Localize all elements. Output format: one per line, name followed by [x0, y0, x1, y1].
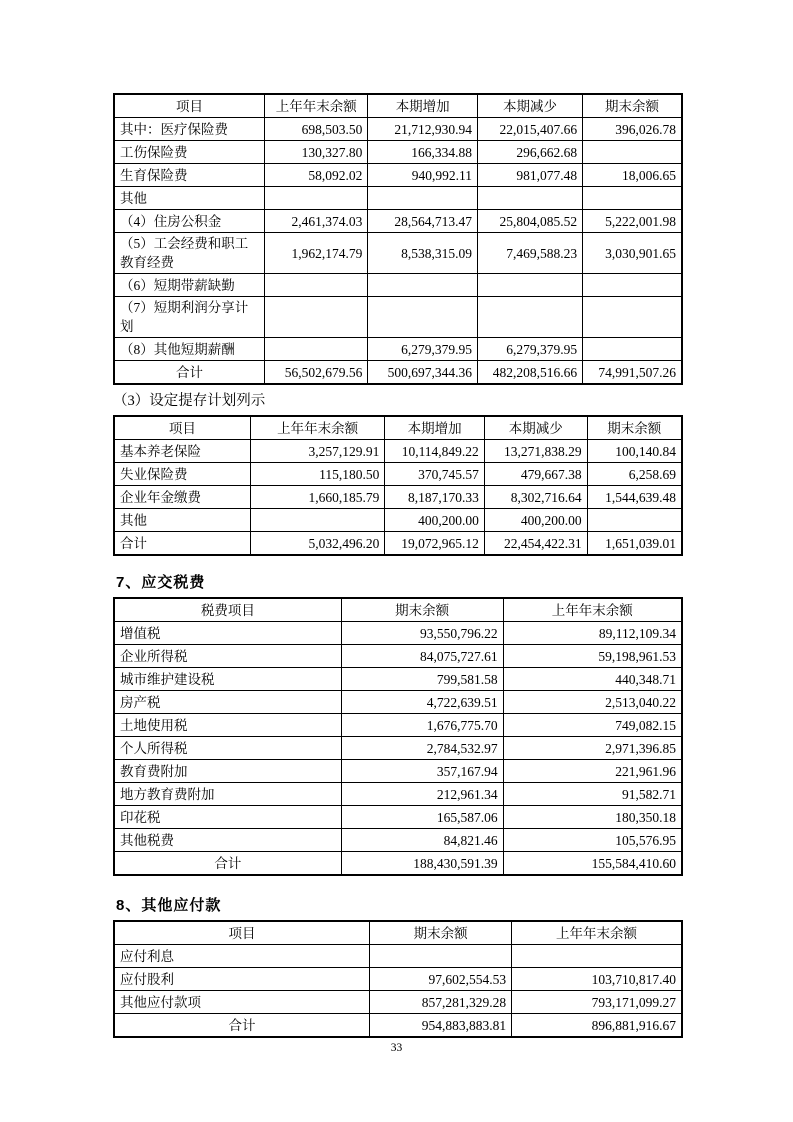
cell-value: 166,334.88: [368, 141, 478, 164]
cell-value: 3,257,129.91: [250, 440, 385, 463]
cell-value: [478, 187, 583, 210]
total-row: [114, 852, 682, 876]
table-row: [114, 691, 682, 714]
total-row: [114, 1014, 682, 1038]
row-label: 教育费附加: [114, 760, 341, 783]
row-label: 增值税: [114, 622, 341, 645]
row-label: 房产税: [114, 691, 341, 714]
cell-value: 188,430,591.39: [341, 852, 503, 876]
cell-value: [370, 945, 512, 968]
row-label: 其他应付款项: [114, 991, 370, 1014]
row-label: 城市维护建设税: [114, 668, 341, 691]
row-label: 基本养老保险: [114, 440, 250, 463]
cell-value: 1,962,174.79: [265, 233, 368, 274]
cell-value: [512, 945, 682, 968]
cell-value: [368, 297, 478, 338]
cell-value: [583, 141, 682, 164]
cell-value: 482,208,516.66: [478, 361, 583, 385]
column-header: 本期增加: [368, 94, 478, 118]
column-header: 项目: [114, 94, 265, 118]
taxes-payable-heading: 7、应交税费: [116, 574, 206, 591]
column-header: 上年年末余额: [512, 921, 682, 945]
row-label: 其他: [114, 509, 250, 532]
cell-value: 370,745.57: [385, 463, 484, 486]
table-row: [114, 829, 682, 852]
cell-value: 2,513,040.22: [503, 691, 682, 714]
cell-value: 25,804,085.52: [478, 210, 583, 233]
cell-value: 5,222,001.98: [583, 210, 682, 233]
cell-value: 91,582.71: [503, 783, 682, 806]
cell-value: 18,006.65: [583, 164, 682, 187]
column-header: 期末余额: [583, 94, 682, 118]
cell-value: 56,502,679.56: [265, 361, 368, 385]
cell-value: 396,026.78: [583, 118, 682, 141]
taxes-payable-table: [113, 597, 683, 876]
cell-value: 22,454,422.31: [484, 532, 587, 556]
cell-value: 84,821.46: [341, 829, 503, 852]
cell-value: 130,327.80: [265, 141, 368, 164]
table-row: [114, 187, 682, 210]
cell-value: 5,032,496.20: [250, 532, 385, 556]
column-header: 上年年末余额: [265, 94, 368, 118]
cell-value: 749,082.15: [503, 714, 682, 737]
total-row: [114, 532, 682, 556]
cell-value: 4,722,639.51: [341, 691, 503, 714]
table-row: [114, 668, 682, 691]
cell-value: 799,581.58: [341, 668, 503, 691]
cell-value: 165,587.06: [341, 806, 503, 829]
row-label: 生育保险费: [114, 164, 265, 187]
cell-value: 357,167.94: [341, 760, 503, 783]
row-label: 合计: [114, 1014, 370, 1038]
column-header: 本期减少: [484, 416, 587, 440]
row-label: （6）短期带薪缺勤: [114, 274, 265, 297]
cell-value: [583, 274, 682, 297]
table-row: [114, 463, 682, 486]
column-header: 期末余额: [370, 921, 512, 945]
table-row: [114, 338, 682, 361]
row-label: 个人所得税: [114, 737, 341, 760]
employee-compensation-table: [113, 93, 683, 385]
cell-value: 1,544,639.48: [587, 486, 682, 509]
row-label: 土地使用税: [114, 714, 341, 737]
cell-value: 115,180.50: [250, 463, 385, 486]
row-label: （4）住房公积金: [114, 210, 265, 233]
page-number: 33: [390, 1042, 403, 1054]
cell-value: 180,350.18: [503, 806, 682, 829]
cell-value: 74,991,507.26: [583, 361, 682, 385]
cell-value: 22,015,407.66: [478, 118, 583, 141]
table-row: [114, 714, 682, 737]
table-row: [114, 274, 682, 297]
cell-value: [583, 187, 682, 210]
cell-value: [583, 338, 682, 361]
cell-value: 10,114,849.22: [385, 440, 484, 463]
table-header-row: [114, 94, 682, 118]
row-label: 地方教育费附加: [114, 783, 341, 806]
cell-value: 440,348.71: [503, 668, 682, 691]
cell-value: [250, 509, 385, 532]
table-row: [114, 806, 682, 829]
cell-value: 793,171,099.27: [512, 991, 682, 1014]
row-label: 其中：医疗保险费: [114, 118, 265, 141]
column-header: 本期增加: [385, 416, 484, 440]
column-header: 项目: [114, 416, 250, 440]
cell-value: [265, 338, 368, 361]
defined-contribution-table: [113, 415, 683, 556]
column-header: 项目: [114, 921, 370, 945]
cell-value: 296,662.68: [478, 141, 583, 164]
row-label: 合计: [114, 532, 250, 556]
cell-value: 500,697,344.36: [368, 361, 478, 385]
table-row: [114, 783, 682, 806]
table-row: [114, 164, 682, 187]
cell-value: 857,281,329.28: [370, 991, 512, 1014]
row-label: （5）工会经费和职工教育经费: [114, 233, 265, 274]
cell-value: 58,092.02: [265, 164, 368, 187]
cell-value: 105,576.95: [503, 829, 682, 852]
cell-value: 2,784,532.97: [341, 737, 503, 760]
cell-value: 2,461,374.03: [265, 210, 368, 233]
table-row: [114, 991, 682, 1014]
cell-value: 19,072,965.12: [385, 532, 484, 556]
cell-value: 8,187,170.33: [385, 486, 484, 509]
table-row: [114, 210, 682, 233]
cell-value: 155,584,410.60: [503, 852, 682, 876]
row-label: 工伤保险费: [114, 141, 265, 164]
cell-value: 6,258.69: [587, 463, 682, 486]
cell-value: 940,992.11: [368, 164, 478, 187]
row-label: （8）其他短期薪酬: [114, 338, 265, 361]
cell-value: 954,883,883.81: [370, 1014, 512, 1038]
row-label: 失业保险费: [114, 463, 250, 486]
cell-value: [587, 509, 682, 532]
cell-value: 1,660,185.79: [250, 486, 385, 509]
table-row: [114, 968, 682, 991]
cell-value: 896,881,916.67: [512, 1014, 682, 1038]
cell-value: 89,112,109.34: [503, 622, 682, 645]
table-row: [114, 760, 682, 783]
row-label: 合计: [114, 361, 265, 385]
table-row: [114, 737, 682, 760]
cell-value: 97,602,554.53: [370, 968, 512, 991]
cell-value: 84,075,727.61: [341, 645, 503, 668]
table-row: [114, 440, 682, 463]
row-label: 应付利息: [114, 945, 370, 968]
cell-value: 93,550,796.22: [341, 622, 503, 645]
cell-value: 8,538,315.09: [368, 233, 478, 274]
row-label: 应付股利: [114, 968, 370, 991]
cell-value: [583, 297, 682, 338]
cell-value: 479,667.38: [484, 463, 587, 486]
column-header: 上年年末余额: [250, 416, 385, 440]
cell-value: 21,712,930.94: [368, 118, 478, 141]
cell-value: 100,140.84: [587, 440, 682, 463]
cell-value: 103,710,817.40: [512, 968, 682, 991]
cell-value: 13,271,838.29: [484, 440, 587, 463]
cell-value: 981,077.48: [478, 164, 583, 187]
table-header-row: [114, 416, 682, 440]
column-header: 期末余额: [341, 598, 503, 622]
column-header: 本期减少: [478, 94, 583, 118]
other-payables-table: [113, 920, 683, 1038]
cell-value: 2,971,396.85: [503, 737, 682, 760]
table-row: [114, 118, 682, 141]
cell-value: 1,676,775.70: [341, 714, 503, 737]
cell-value: [265, 274, 368, 297]
table-header-row: [114, 598, 682, 622]
table-row: [114, 141, 682, 164]
table-header-row: [114, 921, 682, 945]
total-row: [114, 361, 682, 385]
cell-value: 3,030,901.65: [583, 233, 682, 274]
row-label: 其他税费: [114, 829, 341, 852]
cell-value: [368, 187, 478, 210]
cell-value: 1,651,039.01: [587, 532, 682, 556]
other-payables-heading: 8、其他应付款: [116, 897, 222, 914]
table-row: [114, 233, 682, 274]
cell-value: 28,564,713.47: [368, 210, 478, 233]
cell-value: [368, 274, 478, 297]
table-row: [114, 297, 682, 338]
cell-value: [265, 187, 368, 210]
cell-value: 400,200.00: [484, 509, 587, 532]
defined-contribution-heading: （3）设定提存计划列示: [113, 393, 266, 409]
column-header: 上年年末余额: [503, 598, 682, 622]
table-row: [114, 622, 682, 645]
table-row: [114, 486, 682, 509]
row-label: 其他: [114, 187, 265, 210]
row-label: 企业所得税: [114, 645, 341, 668]
cell-value: [478, 297, 583, 338]
cell-value: 212,961.34: [341, 783, 503, 806]
row-label: 合计: [114, 852, 341, 876]
table-row: [114, 645, 682, 668]
cell-value: 8,302,716.64: [484, 486, 587, 509]
cell-value: 221,961.96: [503, 760, 682, 783]
cell-value: 59,198,961.53: [503, 645, 682, 668]
cell-value: 698,503.50: [265, 118, 368, 141]
row-label: （7）短期利润分享计划: [114, 297, 265, 338]
cell-value: 6,279,379.95: [478, 338, 583, 361]
cell-value: [265, 297, 368, 338]
cell-value: 7,469,588.23: [478, 233, 583, 274]
table-row: [114, 509, 682, 532]
cell-value: 6,279,379.95: [368, 338, 478, 361]
cell-value: [478, 274, 583, 297]
column-header: 税费项目: [114, 598, 341, 622]
cell-value: 400,200.00: [385, 509, 484, 532]
column-header: 期末余额: [587, 416, 682, 440]
table-row: [114, 945, 682, 968]
row-label: 印花税: [114, 806, 341, 829]
row-label: 企业年金缴费: [114, 486, 250, 509]
